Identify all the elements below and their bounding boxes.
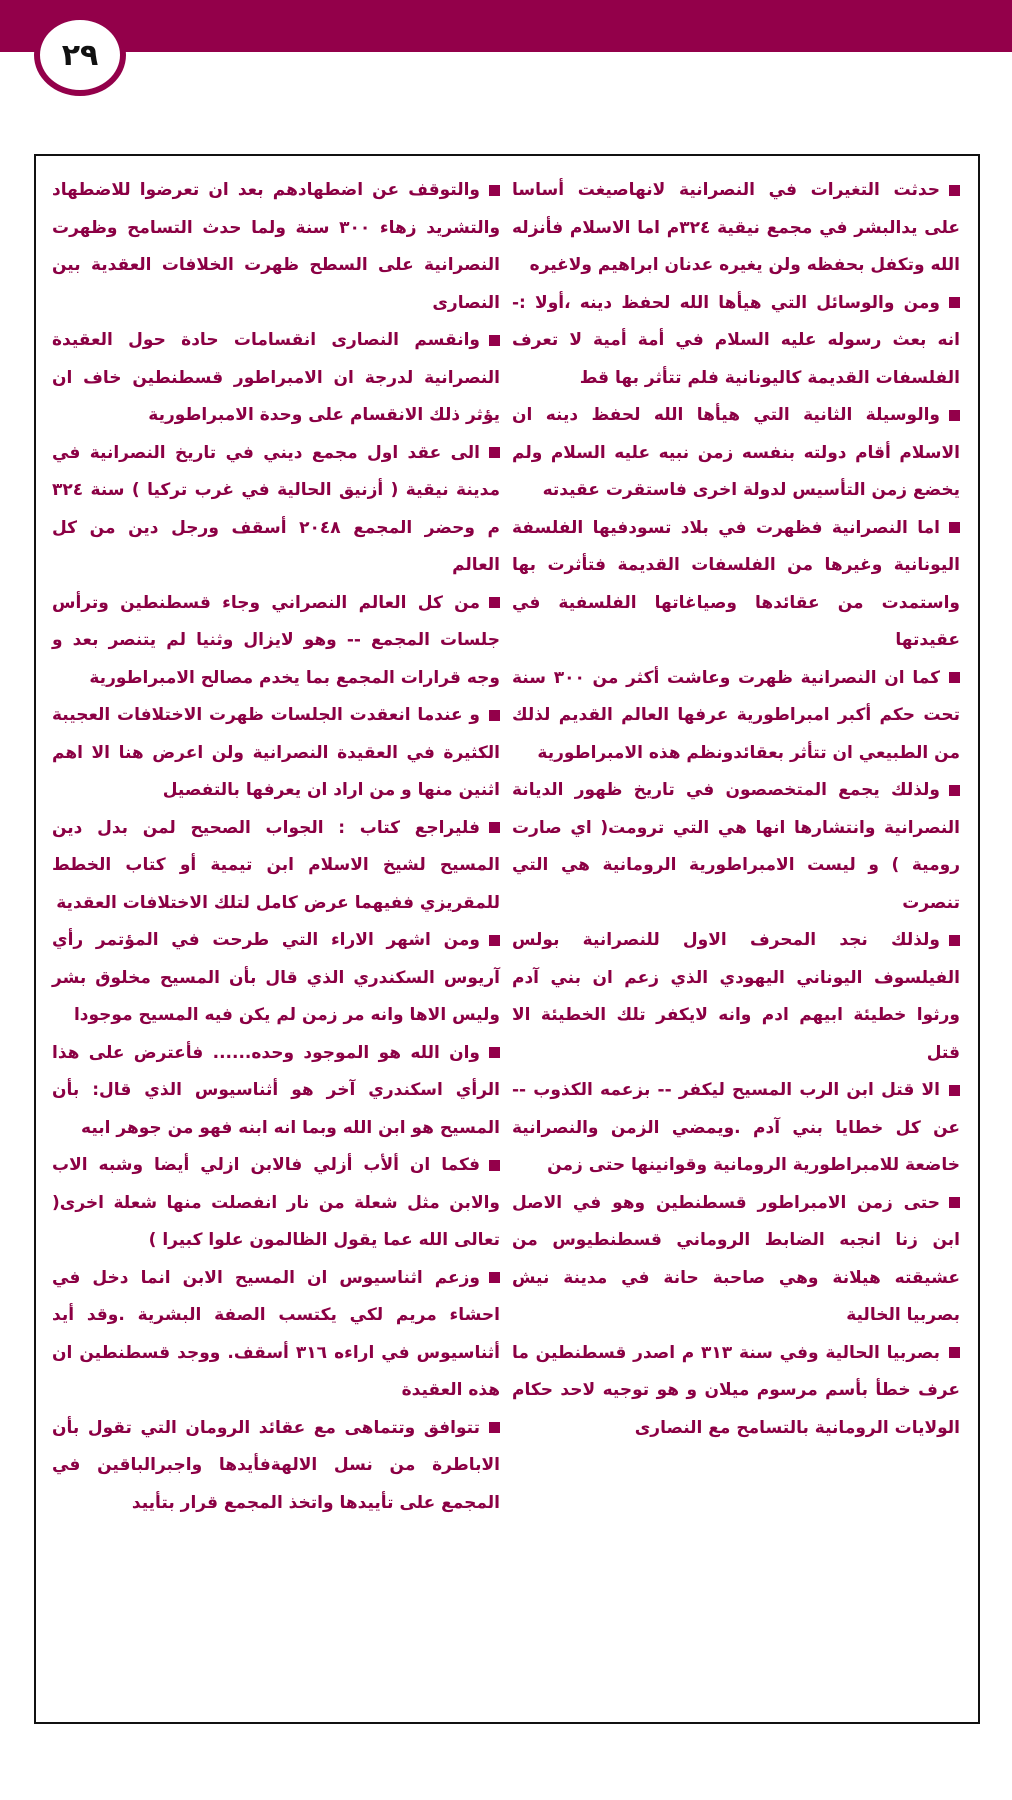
paragraph-text: ومن اشهر الاراء التي طرحت في المؤتمر رأي آريوس السكندري الذي قال بأن المسيح مخلوق بشر وليس الاها وانه مر زمن لم يكن فيه المسيح موجودا [52, 930, 500, 1025]
square-bullet-icon [489, 1160, 500, 1171]
paragraph [52, 172, 500, 322]
paragraph-text: كما ان النصرانية ظهرت وعاشت أكثر من ٣٠٠ سنة تحت حكم أكبر امبراطورية عرفها العالم القديم لذلك من الطبيعي ان تتأثر بعقائدونظم هذه الامبراطورية [512, 667, 960, 763]
square-bullet-icon [489, 1422, 500, 1433]
paragraph [512, 1185, 960, 1335]
paragraph-text: ولذلك نجد المحرف الاول للنصرانية بولس الفيلسوف اليوناني اليهودي الذي زعم ان بني آدم ورثوا خطيئة ابيهم ادم وانه لايكفر تلك الخطيئة الا قتل [512, 930, 960, 1063]
paragraph [52, 810, 500, 923]
square-bullet-icon [489, 710, 500, 721]
paragraph-text: فكما ان ألأب أزلي فالابن ازلي أيضا وشبه الاب والابن مثل شعلة من نار انفصلت منها شعلة اخرى( تعالى الله عما يقول الظالمون علوا كبيرا ) [52, 1155, 500, 1250]
square-bullet-icon [489, 1272, 500, 1283]
square-bullet-icon [949, 935, 960, 946]
square-bullet-icon [949, 1347, 960, 1358]
paragraph-text: ولذلك يجمع المتخصصون في تاريخ ظهور الديانة النصرانية وانتشارها انها هي التي ترومت( اي صارت رومية ) و ليست الامبراطورية الرومانية هي التي تنصرت [512, 780, 960, 913]
square-bullet-icon [949, 1085, 960, 1096]
square-bullet-icon [949, 185, 960, 196]
paragraph [52, 322, 500, 435]
square-bullet-icon [489, 935, 500, 946]
paragraph-text: بصربيا الحالية وفي سنة ٣١٣ م اصدر قسطنطين ما عرف خطأ بأسم مرسوم ميلان و هو توجيه لاحد حكام الولايات الرومانية بالتسامح مع النصارى [512, 1342, 960, 1438]
square-bullet-icon [949, 410, 960, 421]
paragraph [52, 1035, 500, 1148]
paragraph-text: وزعم اثناسيوس ان المسيح الابن انما دخل في احشاء مريم لكي يكتسب الصفة البشرية .وقد أيد أثناسيوس في اراءه ٣١٦ أسقف. ووجد قسطنطين ان هذه العقيدة [52, 1267, 500, 1400]
square-bullet-icon [949, 672, 960, 683]
left-column [52, 172, 500, 1522]
paragraph-text: وان الله هو الموجود وحده...... فأعترض على هذا الرأي اسكندري آخر هو أثناسيوس الذي قال: بأن المسيح هو ابن الله وبما انه ابنه فهو من جوهر ابيه [52, 1042, 500, 1138]
paragraph [512, 1335, 960, 1448]
square-bullet-icon [489, 1047, 500, 1058]
paragraph [512, 772, 960, 922]
paragraph [512, 510, 960, 660]
square-bullet-icon [949, 522, 960, 533]
paragraph-text: ومن والوسائل التي هيأها الله لحفظ دينه ،أولا :- انه بعث رسوله عليه السلام في أمة أمية لا تعرف الفلسفات القديمة كاليونانية فلم تتأثر بها قط [512, 292, 960, 388]
paragraph-text: حدثت التغيرات في النصرانية لانهاصيغت أساسا على يدالبشر في مجمع نيقية ٣٢٤م اما الاسلام فأنزله الله وتكفل بحفظه ولن يغيره عدنان ابراهيم ولاغيره [512, 180, 961, 275]
paragraph-text: تتوافق وتتماهى مع عقائد الرومان التي تقول بأن الاباطرة من نسل الالهةفأيدها واجبرالباقين في المجمع على تأييدها واتخذ المجمع قرار بتأييد [52, 1417, 500, 1513]
paragraph [512, 285, 960, 398]
paragraph-text: الا قتل ابن الرب المسيح ليكفر -- بزعمه الكذوب -- عن كل خطايا بني آدم .ويمضي الزمن والنصرانية خاضعة للامبراطورية الرومانية وقوانينها حتى زمن [512, 1080, 960, 1175]
paragraph [52, 697, 500, 810]
paragraph [512, 397, 960, 510]
paragraph [52, 1260, 500, 1410]
square-bullet-icon [949, 297, 960, 308]
paragraph-text: والتوقف عن اضطهادهم بعد ان تعرضوا للاضطهاد والتشريد زهاء ٣٠٠ سنة ولما حدث التسامح وظهرت النصرانية على السطح ظهرت الخلافات العقدية بين النصارى [52, 180, 501, 313]
square-bullet-icon [949, 785, 960, 796]
top-color-band [0, 0, 1012, 52]
paragraph-text: و عندما انعقدت الجلسات ظهرت الاختلافات العجيبة الكثيرة في العقيدة النصرانية ولن اعرض هنا الا اهم اثنين منها و من اراد ان يعرفها بالتفصيل [52, 705, 500, 800]
square-bullet-icon [949, 1197, 960, 1208]
paragraph-text: فليراجع كتاب : الجواب الصحيح لمن بدل دين المسيح لشيخ الاسلام ابن تيمية أو كتاب الخطط للمقريزي ففيهما عرض كامل لتلك الاختلافات العقدية [52, 817, 500, 913]
paragraph [512, 660, 960, 773]
paragraph [52, 1410, 500, 1523]
paragraph [512, 922, 960, 1072]
square-bullet-icon [489, 185, 500, 196]
square-bullet-icon [489, 447, 500, 458]
paragraph [52, 1147, 500, 1260]
paragraph [52, 922, 500, 1035]
paragraph [512, 1072, 960, 1185]
paragraph-text: الى عقد اول مجمع ديني في تاريخ النصرانية في مدينة نيقية ( أزنيق الحالية في غرب تركيا ) سنة ٣٢٤ م وحضر المجمع ٢٠٤٨ أسقف ورجل دين من كل العالم [52, 442, 501, 575]
paragraph-text: والوسيلة الثانية التي هيأها الله لحفظ دينه ان الاسلام أقام دولته بنفسه زمن نبيه عليه السلام ولم يخضع زمن التأسيس لدولة اخرى فاستقرت عقيدته [512, 405, 960, 500]
paragraph-text: من كل العالم النصراني وجاء قسطنطين وترأس جلسات المجمع -- وهو لايزال وثنيا لم يتنصر بعد و وجه قرارات المجمع بما يخدم مصالح الامبراطورية [52, 592, 500, 688]
square-bullet-icon [489, 822, 500, 833]
paragraph-text: اما النصرانية فظهرت في بلاد تسودفيها الفلسفة اليونانية وغيرها من الفلسفات القديمة فتأثرت بها واستمدت من عقائدها وصياغاتها الفلسفية في عقيدتها [512, 517, 960, 650]
paragraph [512, 172, 960, 285]
right-column [512, 172, 960, 1447]
square-bullet-icon [489, 597, 500, 608]
paragraph-text: وانقسم النصارى انقسامات حادة حول العقيدة النصرانية لدرجة ان الامبراطور قسطنطين خاف ان يؤثر ذلك الانقسام على وحدة الامبراطورية [52, 330, 500, 425]
paragraph [52, 435, 500, 585]
square-bullet-icon [489, 335, 500, 346]
page-number-badge: ٢٩ [34, 14, 126, 96]
paragraph [52, 585, 500, 698]
paragraph-text: حتى زمن الامبراطور قسطنطين وهو في الاصل ابن زنا انجبه الضابط الروماني قسطنطيوس من عشيقته هيلانة وهي صاحبة حانة في مدينة نيش بصربيا الخالية [512, 1192, 960, 1325]
